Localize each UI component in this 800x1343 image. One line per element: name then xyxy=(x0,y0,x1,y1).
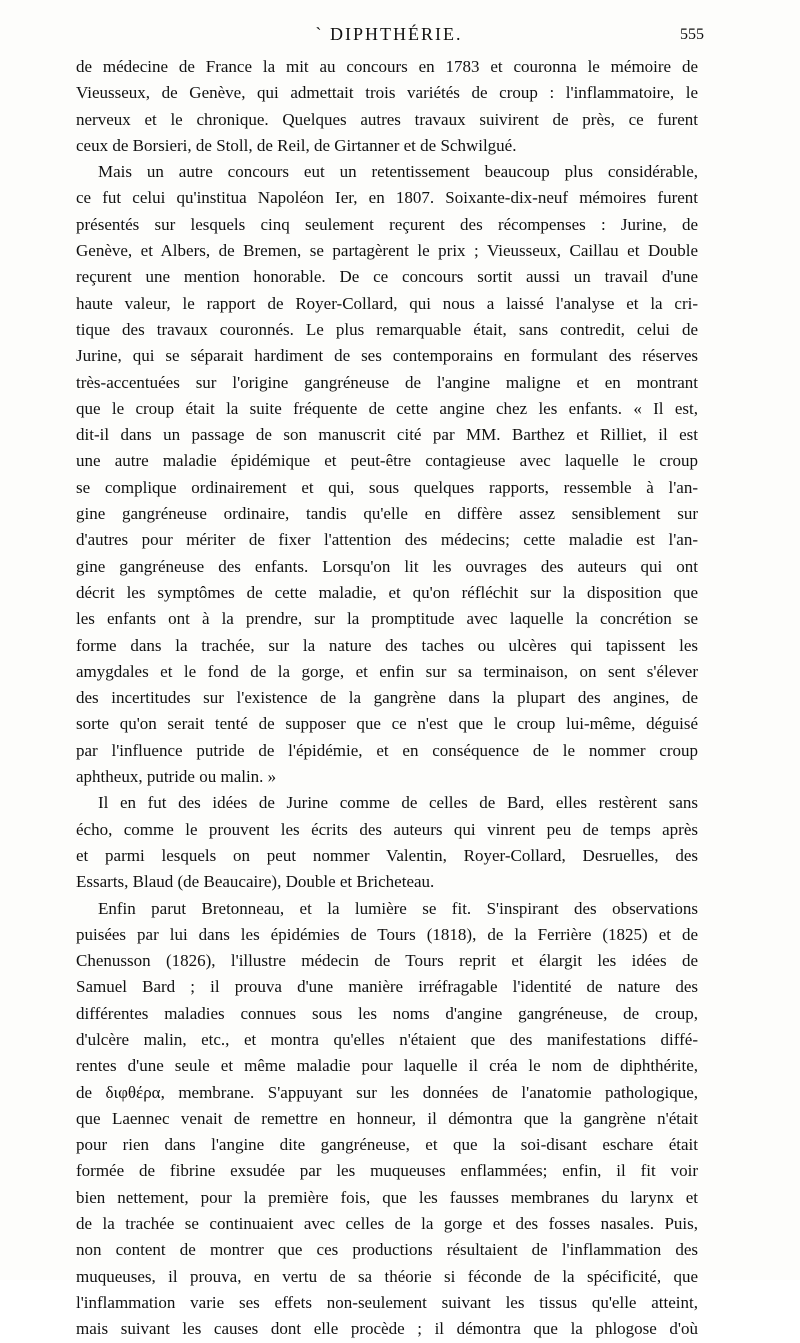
text-line: amygdales et le fond de la gorge, et enfin sur sa terminaison, on sent s'élever xyxy=(76,661,698,681)
text-line: dit-il dans un passage de son manuscrit cité par MM. Barthez et Rilliet, il est xyxy=(76,425,698,445)
text-line: tique des travaux couronnés. Le plus remarquable était, sans contredit, celui de xyxy=(76,319,698,339)
text-line: Il en fut des idées de Jurine comme de celles de Bard, elles restèrent sans xyxy=(98,793,698,813)
body-text xyxy=(76,54,698,1343)
text-line: Genève, et Albers, de Bremen, se partagèrent le prix ; Vieusseux, Caillau et Double xyxy=(76,241,698,261)
text-line: mais suivant les causes dont elle procède ; il démontra que la phlogose d'où xyxy=(76,1319,698,1339)
running-title: ` DIPHTHÉRIE. xyxy=(315,24,463,44)
text-line: l'inflammation varie ses effets non-seulement suivant les tissus qu'elle atteint, xyxy=(76,1292,698,1312)
text-line: puisées par lui dans les épidémies de Tours (1818), de la Ferrière (1825) et de xyxy=(76,924,698,944)
text-line: haute valeur, le rapport de Royer-Collard, qui nous a laissé l'analyse et la cri- xyxy=(76,293,698,313)
text-line: gine gangréneuse des enfants. Lorsqu'on lit les ouvrages des auteurs qui ont xyxy=(76,556,698,576)
text-line: les enfants ont à la prendre, sur la promptitude avec laquelle la concrétion se xyxy=(76,609,698,629)
text-line: Mais un autre concours eut un retentissement beaucoup plus considérable, xyxy=(98,162,698,182)
text-line: Samuel Bard ; il prouva d'une manière irréfragable l'identité de nature des xyxy=(76,977,698,997)
text-line: muqueuses, il prouva, en vertu de sa théorie si féconde de la spécificité, que xyxy=(76,1266,698,1286)
text-line: différentes maladies connues sous les noms d'angine gangréneuse, de croup, xyxy=(76,1003,698,1023)
text-line: que le croup était la suite fréquente de cette angine chez les enfants. « Il est, xyxy=(76,398,698,418)
text-line: forme dans la trachée, sur la nature des taches ou ulcères qui tapissent les xyxy=(76,635,698,655)
page-header xyxy=(74,24,704,50)
text-line: de διφθέρα, membrane. S'appuyant sur les données de l'anatomie pathologique, xyxy=(76,1082,698,1102)
text-line: décrit les symptômes de cette maladie, et qu'on réfléchit sur la disposition que xyxy=(76,582,698,602)
paragraph xyxy=(76,896,698,1343)
text-line: des incertitudes sur l'existence de la gangrène dans la plupart des angines, de xyxy=(76,688,698,708)
text-line: de médecine de France la mit au concours en 1783 et couronna le mémoire de xyxy=(76,57,698,76)
text-line: ceux de Borsieri, de Stoll, de Reil, de Girtanner et de Schwilgué. xyxy=(76,135,517,155)
text-line: d'ulcère malin, etc., et montra qu'elles n'étaient que des manifestations diffé- xyxy=(76,1029,698,1049)
text-line: très-accentuées sur l'origine gangréneuse de l'angine maligne et en montrant xyxy=(76,372,698,392)
page-number: 555 xyxy=(680,26,704,43)
text-line: rentes d'une seule et même maladie pour laquelle il créa le nom de diphthérite, xyxy=(76,1056,698,1076)
text-line: pour rien dans l'angine dite gangréneuse, et que la soi-disant eschare était xyxy=(76,1135,698,1155)
text-line: formée de fibrine exsudée par les muqueuses enflammées; enfin, il fit voir xyxy=(76,1161,698,1181)
text-line: se complique ordinairement et qui, sous quelques rapports, ressemble à l'an- xyxy=(76,477,698,497)
text-line: aphtheux, putride ou malin. » xyxy=(76,767,277,787)
text-line: non content de montrer que ces productions résultaient de l'inflammation des xyxy=(76,1240,698,1260)
text-line: nerveux et le chronique. Quelques autres travaux suivirent de près, ce furent xyxy=(76,109,698,129)
text-line: bien nettement, pour la première fois, que les fausses membranes du larynx et xyxy=(76,1187,698,1207)
text-line: Essarts, Blaud (de Beaucaire), Double et Bricheteau. xyxy=(76,872,435,892)
text-line: ce fut celui qu'institua Napoléon Ier, en 1807. Soixante-dix-neuf mémoires furent xyxy=(76,188,698,208)
text-line: Chenusson (1826), l'illustre médecin de Tours reprit et élargit les idées de xyxy=(76,951,698,971)
paragraph xyxy=(76,54,698,159)
text-line: une autre maladie épidémique et peut-être contagieuse avec laquelle le croup xyxy=(76,451,698,471)
text-line: Jurine, qui se séparait hardiment de ses contemporains en formulant des réserves xyxy=(76,346,698,366)
text-line: présentés sur lesquels cinq seulement reçurent des récompenses : Jurine, de xyxy=(76,214,698,234)
text-line: d'autres pour mériter de fixer l'attention des médecins; cette maladie est l'an- xyxy=(76,530,698,550)
text-line: de la trachée se continuaient avec celles de la gorge et des fosses nasales. Puis, xyxy=(76,1214,698,1234)
text-line: sorte qu'on serait tenté de supposer que ce n'est que le croup lui-même, déguisé xyxy=(76,714,698,734)
text-line: reçurent une mention honorable. De ce concours sortit aussi un travail d'une xyxy=(76,267,698,287)
paragraph xyxy=(76,159,698,790)
text-line: Vieusseux, de Genève, qui admettait trois variétés de croup : l'inflammatoire, le xyxy=(76,83,698,103)
text-line: et parmi lesquels on peut nommer Valentin, Royer-Collard, Desruelles, des xyxy=(76,845,698,865)
text-line: gine gangréneuse ordinaire, tandis qu'elle en diffère assez sensiblement sur xyxy=(76,504,698,524)
paragraph xyxy=(76,790,698,895)
text-line: que Laennec venait de remettre en honneur, il démontra que la gangrène n'était xyxy=(76,1108,698,1128)
text-line: écho, comme le prouvent les écrits des auteurs qui vinrent peu de temps après xyxy=(76,819,698,839)
text-line: par l'influence putride de l'épidémie, et en conséquence de le nommer croup xyxy=(76,740,698,760)
text-line: Enfin parut Bretonneau, et la lumière se fit. S'inspirant des observations xyxy=(98,898,698,918)
